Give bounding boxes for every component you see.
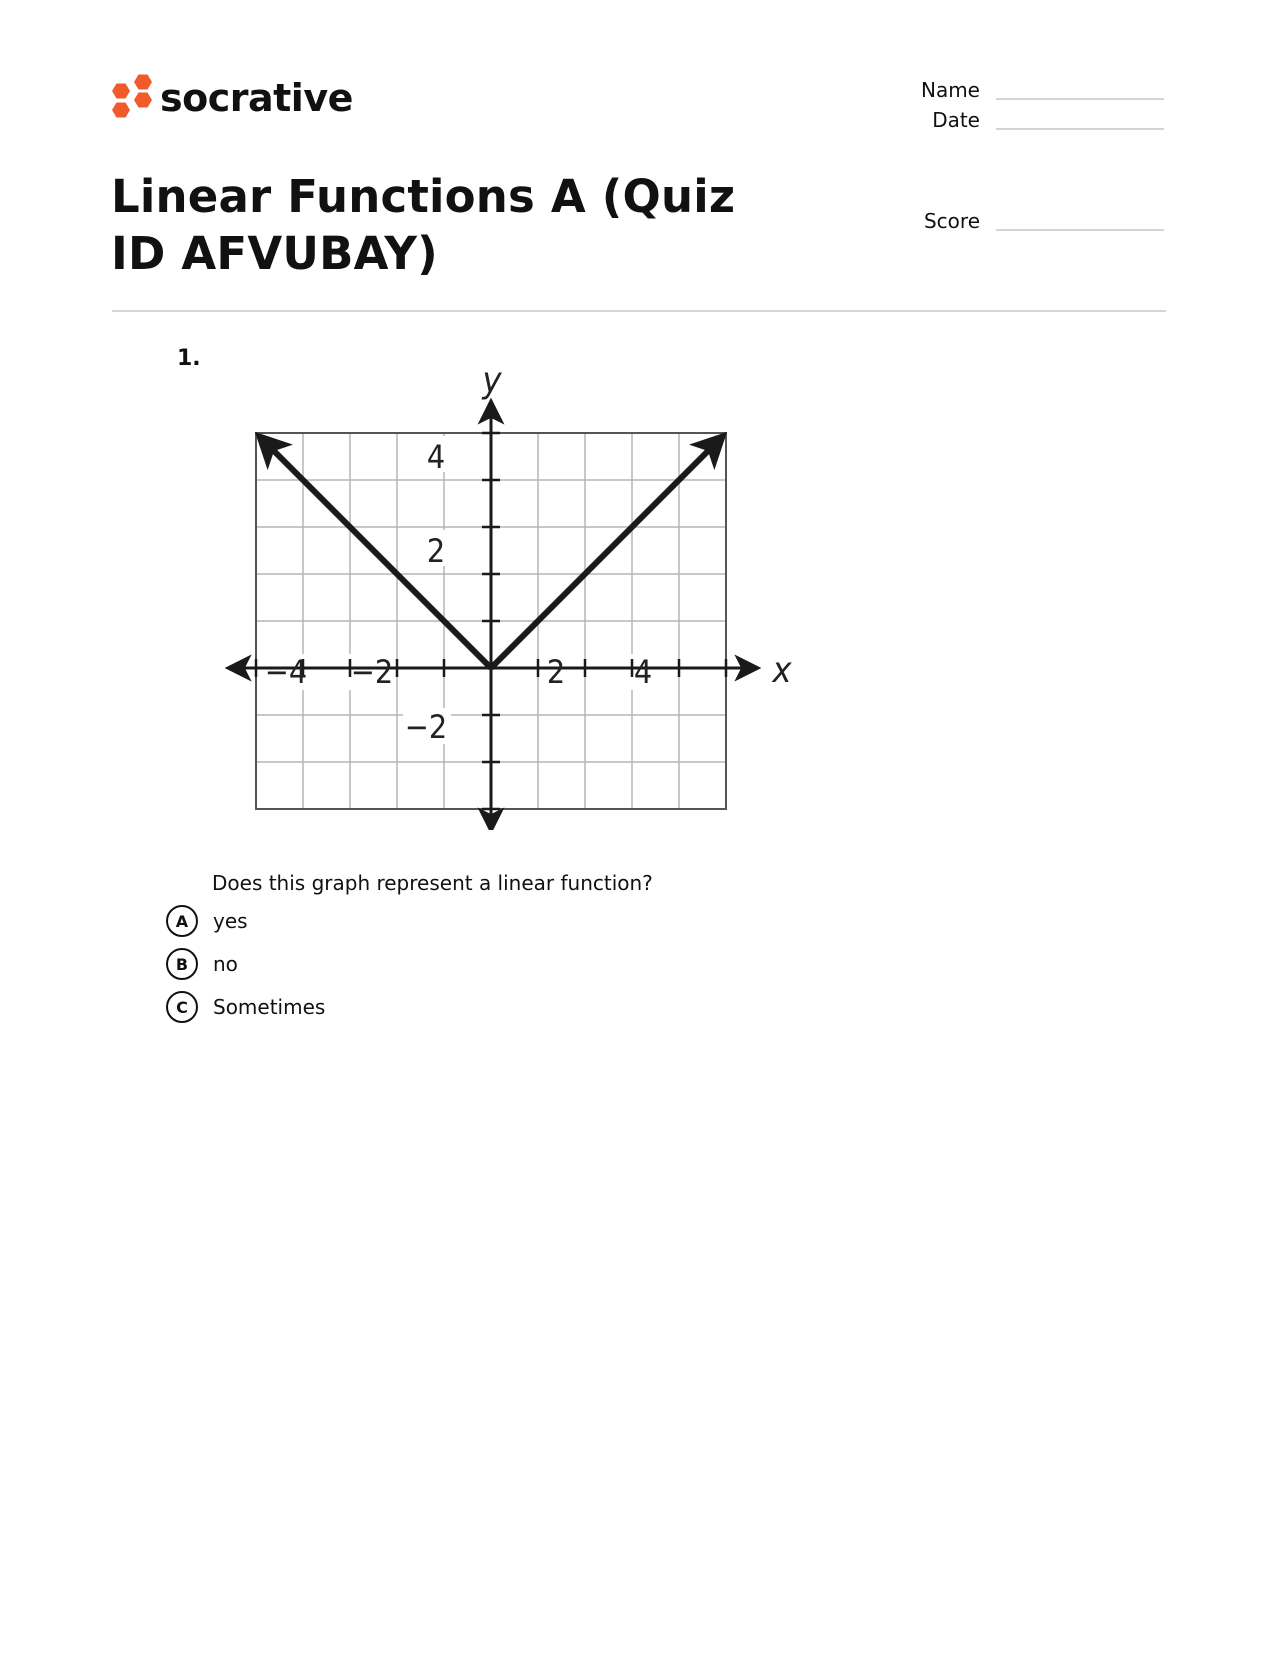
x-tick-label: −4 — [264, 653, 308, 691]
score-label: Score — [923, 209, 980, 233]
y-axis-label: y — [482, 360, 502, 401]
choice-text-a: yes — [213, 909, 248, 933]
hexagon-cluster-icon — [110, 70, 154, 126]
choice-c[interactable] — [166, 990, 325, 1024]
choice-b[interactable] — [166, 947, 238, 981]
choice-bubble-b[interactable]: B — [166, 948, 198, 980]
score-field[interactable] — [996, 229, 1164, 231]
name-label: Name — [920, 78, 980, 102]
date-label: Date — [932, 108, 980, 132]
x-tick-label: 2 — [546, 653, 566, 691]
choice-text-c: Sometimes — [213, 995, 326, 1019]
socrative-logo — [110, 70, 353, 126]
absolute-value-graph — [200, 350, 800, 830]
x-axis-label: x — [772, 650, 792, 691]
date-field[interactable] — [996, 128, 1164, 130]
choice-text-b: no — [213, 952, 238, 976]
quiz-title: Linear Functions A (Quiz ID AFVUBAY) — [111, 170, 736, 280]
y-tick-label: 4 — [426, 438, 446, 476]
choice-bubble-a[interactable]: A — [166, 905, 198, 937]
question-number: 1. — [177, 346, 201, 371]
y-tick-label: 2 — [426, 532, 446, 570]
question-prompt: Does this graph represent a linear function? — [212, 871, 653, 895]
choice-bubble-c[interactable]: C — [166, 991, 198, 1023]
axes — [230, 403, 756, 829]
x-tick-label: 4 — [633, 653, 653, 691]
x-tick-label: −2 — [350, 653, 394, 691]
name-field[interactable] — [996, 98, 1164, 100]
brand-wordmark: socrative — [160, 76, 353, 120]
y-tick-label: −2 — [404, 708, 448, 746]
choice-a[interactable] — [166, 904, 248, 938]
header-divider — [112, 310, 1166, 312]
